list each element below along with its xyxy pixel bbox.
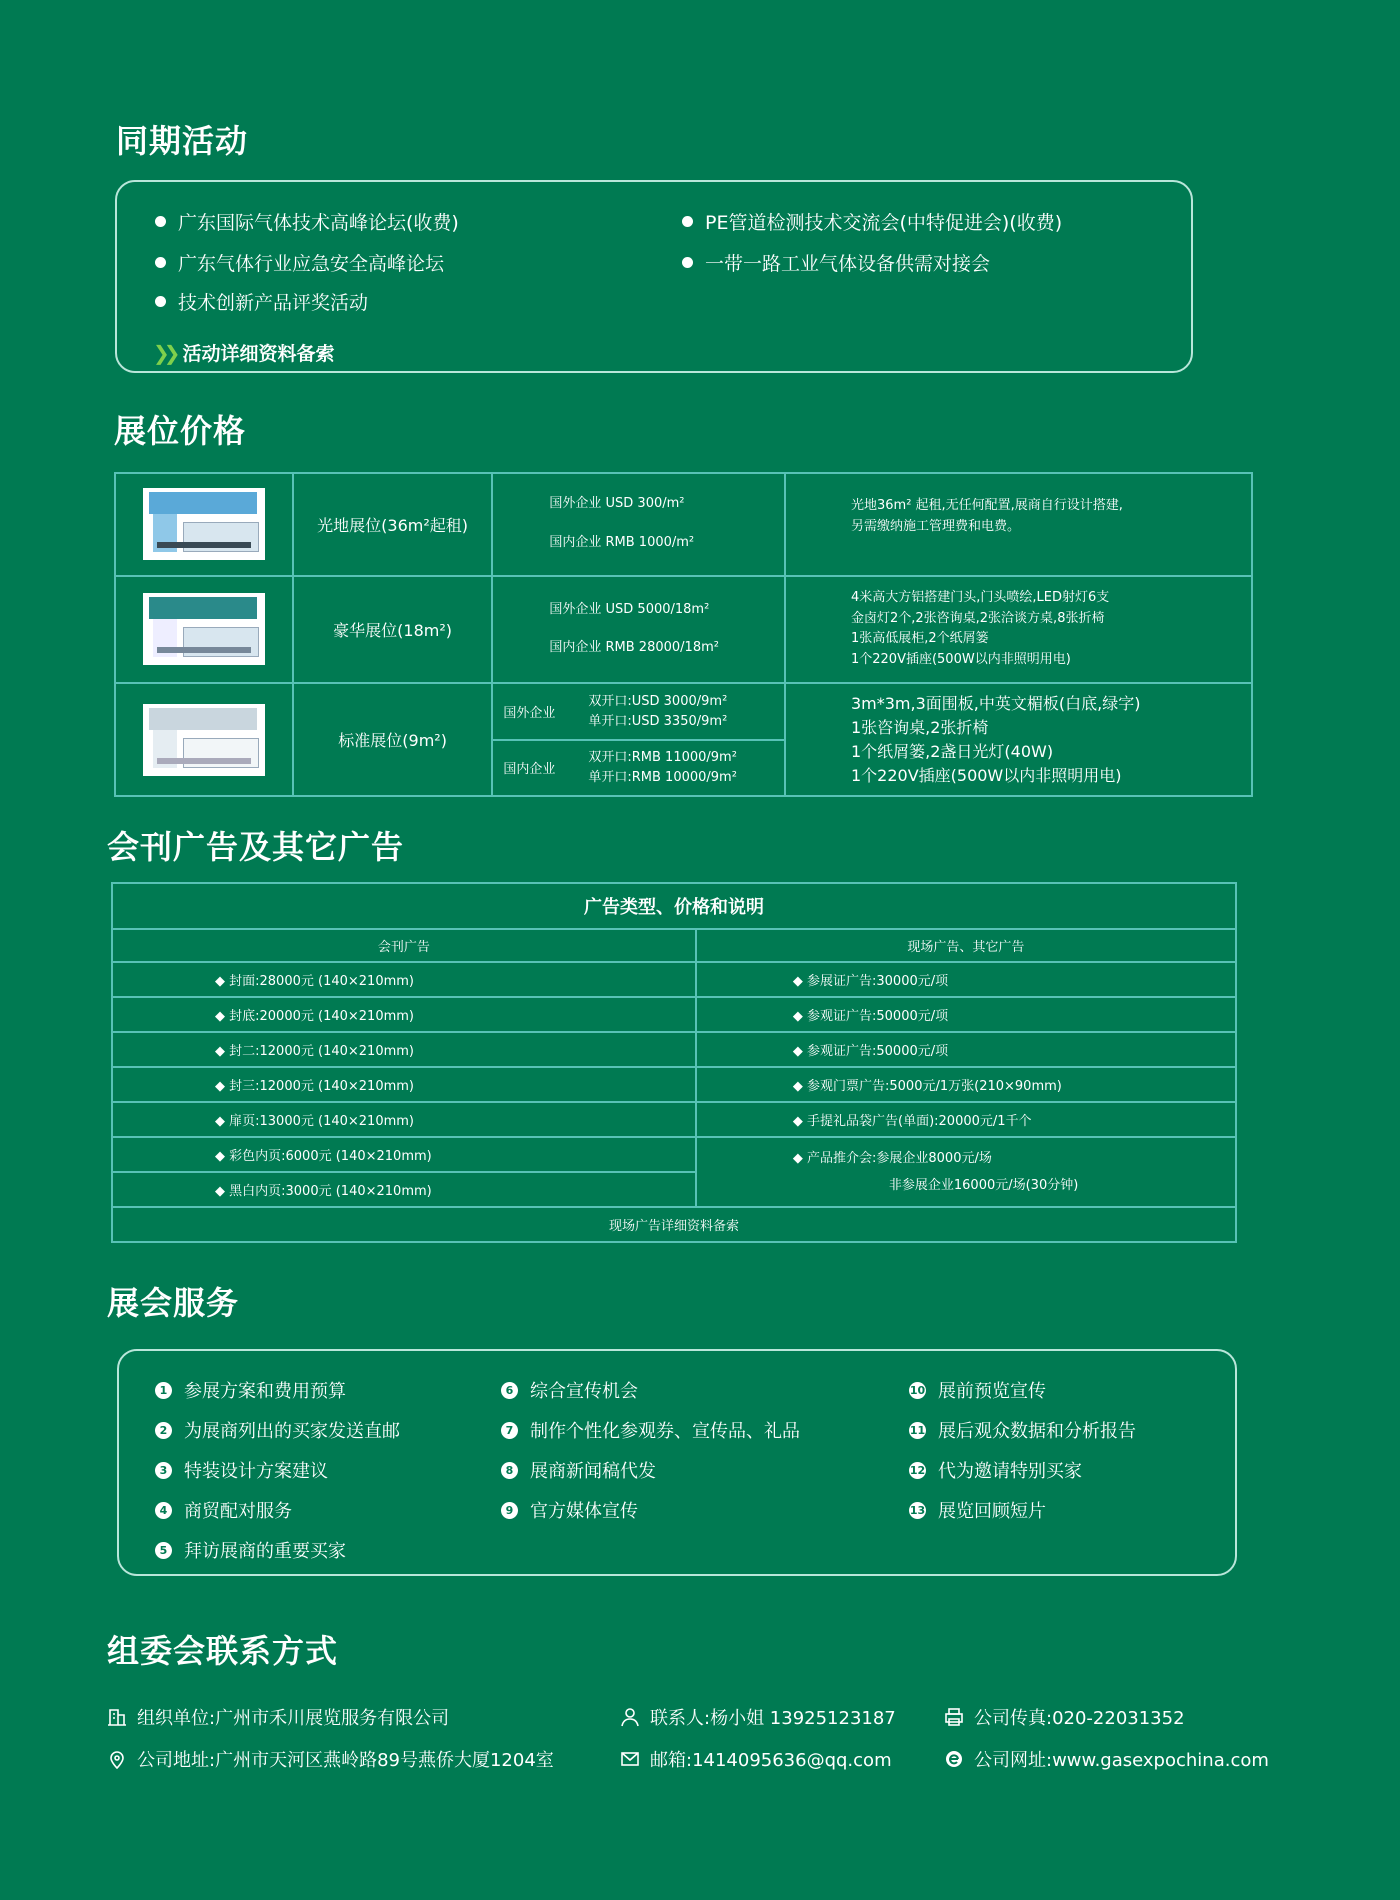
bullet-icon [155, 296, 166, 307]
service-item: 1 参展方案和费用预算 [155, 1377, 400, 1403]
number-badge-icon: 6 [501, 1382, 518, 1399]
booth-image [143, 488, 265, 560]
booth-desc-line: 3m*3m,3面围板,中英文楣板(白底,绿字) [850, 693, 1141, 713]
booth-title: 展位价格 [114, 412, 247, 450]
booth-image [143, 704, 265, 776]
ads-table-header: 广告类型、价格和说明 [112, 883, 1236, 929]
ads-table [111, 882, 1237, 1243]
booth-price: 双开口:USD 3000/9m² [588, 693, 728, 709]
booth-price: 单开口:USD 3350/9m² [588, 713, 728, 729]
ad-item: ◆ 封底:20000元 (140×210mm) [112, 997, 696, 1032]
service-item: 13 展览回顾短片 [909, 1501, 1046, 1522]
booth-price: 国内企业 RMB 1000/m² [549, 535, 695, 551]
booth-desc-line: 4米高大方铝搭建门头,门头喷绘,LED射灯6支 [850, 589, 1110, 605]
services-title: 展会服务 [107, 1284, 240, 1322]
booth-price: 国内企业 RMB 28000/18m² [549, 640, 719, 656]
table-row [112, 1032, 1236, 1067]
booth-desc-line: 1张高低展柜,2个纸屑篓 [850, 631, 989, 647]
contact-person: 联系人:杨小姐 13925123187 [620, 1704, 896, 1730]
ad-item: ◆ 彩色内页:6000元 (140×210mm) [112, 1137, 696, 1172]
booth-desc-line: 金卤灯2个,2张咨询桌,2张洽谈方桌,8张折椅 [850, 610, 1105, 626]
contact-website[interactable]: 公司网址:www.gasexpochina.com [944, 1746, 1269, 1772]
booth-name: 标准展位(9m²) [293, 683, 493, 796]
booth-desc-line: 1个220V插座(500W以内非照明用电) [850, 765, 1122, 785]
building-icon [107, 1707, 127, 1727]
ad-item: ◆ 封二:12000元 (140×210mm) [112, 1032, 696, 1067]
service-item: 10 展前预览宣传 [909, 1381, 1046, 1402]
ad-item: ◆ 参观门票广告:5000元/1万张(210×90mm) [696, 1067, 1236, 1102]
service-item: 9 官方媒体宣传 [501, 1497, 800, 1523]
booth-price: 国外企业 USD 300/m² [549, 496, 685, 512]
table-row [112, 1137, 1236, 1172]
mail-icon [620, 1749, 640, 1769]
ads-title: 会刊广告及其它广告 [107, 828, 405, 866]
booth-desc-line: 另需缴纳施工管理费和电费。 [850, 518, 1020, 534]
booth-price: 双开口:RMB 11000/9m² [588, 749, 737, 765]
ad-item: ◆ 手提礼品袋广告(单面):20000元/1千个 [696, 1102, 1236, 1137]
booth-desc-line: 1个纸屑篓,2盏日光灯(40W) [850, 741, 1054, 761]
printer-icon [944, 1707, 964, 1727]
booth-name: 光地展位(36m²起租) [293, 473, 493, 576]
person-icon [620, 1707, 640, 1727]
table-row [115, 473, 1252, 576]
services-column-2 [501, 1377, 800, 1523]
contact-address: 公司地址:广州市天河区燕岭路89号燕侨大厦1204室 [107, 1746, 554, 1772]
table-row [115, 683, 1252, 796]
location-pin-icon [107, 1749, 127, 1769]
booth-desc-line: 1个220V插座(500W以内非照明用电) [850, 652, 1071, 668]
ads-table-footer: 现场广告详细资料备索 [112, 1207, 1236, 1242]
ad-item: ◆ 参观证广告:50000元/项 [696, 997, 1236, 1032]
service-item: 6 综合宣传机会 [501, 1377, 800, 1403]
number-badge-icon: 11 [909, 1423, 926, 1437]
service-item: 7 制作个性化参观券、宣传品、礼品 [501, 1417, 800, 1443]
table-row [112, 929, 1236, 962]
browser-e-icon [944, 1749, 964, 1769]
service-item: 5 拜访展商的重要买家 [155, 1537, 400, 1563]
double-chevron-icon: ❯❯ [153, 340, 175, 365]
services-column-1 [155, 1377, 400, 1563]
number-badge-icon: 1 [155, 1382, 172, 1399]
booth-desc-line: 1张咨询桌,2张折椅 [850, 717, 989, 737]
events-title: 同期活动 [116, 122, 249, 160]
table-row [115, 576, 1252, 684]
number-badge-icon: 12 [909, 1463, 926, 1477]
booth-price: 国外企业 USD 5000/18m² [549, 601, 710, 617]
number-badge-icon: 13 [909, 1503, 926, 1517]
bullet-icon [155, 216, 166, 227]
domestic-label: 国内企业 [503, 762, 556, 778]
booth-desc-line: 光地36m² 起租,无任何配置,展商自行设计搭建, [850, 498, 1123, 513]
booth-name: 豪华展位(18m²) [293, 576, 493, 684]
table-row [112, 1207, 1236, 1242]
booth-price-table [114, 472, 1253, 797]
table-row [112, 997, 1236, 1032]
ad-item: ◆ 封面:28000元 (140×210mm) [112, 962, 696, 997]
number-badge-icon: 8 [501, 1462, 518, 1479]
event-item: 技术创新产品评奖活动 [155, 288, 368, 315]
ad-item: ◆ 黑白内页:3000元 (140×210mm) [112, 1172, 696, 1207]
booth-price: 单开口:RMB 10000/9m² [588, 769, 737, 785]
ad-item: ◆ 封三:12000元 (140×210mm) [112, 1067, 696, 1102]
services-column-3 [909, 1377, 1136, 1523]
service-item: 11 展后观众数据和分析报告 [909, 1421, 1136, 1442]
events-more-link[interactable]: ❯❯ 活动详细资料备索 [153, 340, 335, 365]
column-header: 会刊广告 [112, 929, 696, 962]
event-item: 广东气体行业应急安全高峰论坛 [155, 249, 444, 276]
number-badge-icon: 10 [909, 1383, 926, 1397]
ad-item [696, 1137, 1236, 1207]
table-row [112, 962, 1236, 997]
number-badge-icon: 4 [155, 1502, 172, 1519]
contact-title: 组委会联系方式 [107, 1632, 339, 1670]
ad-item: ◆ 扉页:13000元 (140×210mm) [112, 1102, 696, 1137]
number-badge-icon: 9 [501, 1502, 518, 1519]
foreign-label: 国外企业 [503, 706, 556, 722]
ad-item-line: ◆ 产品推介会:参展企业8000元/场 [792, 1150, 992, 1166]
column-header: 现场广告、其它广告 [696, 929, 1236, 962]
contact-organizer: 组织单位:广州市禾川展览服务有限公司 [107, 1704, 449, 1730]
table-row [112, 1102, 1236, 1137]
ad-item: ◆ 参观证广告:50000元/项 [696, 1032, 1236, 1067]
contact-fax: 公司传真:020-22031352 [944, 1704, 1185, 1730]
service-item: 8 展商新闻稿代发 [501, 1457, 800, 1483]
booth-image [143, 593, 265, 665]
service-item: 2 为展商列出的买家发送直邮 [155, 1417, 400, 1443]
ad-item: ◆ 参展证广告:30000元/项 [696, 962, 1236, 997]
bullet-icon [682, 257, 693, 268]
table-row [112, 883, 1236, 929]
table-row [112, 1067, 1236, 1102]
event-item: 广东国际气体技术高峰论坛(收费) [155, 208, 459, 235]
service-item: 3 特装设计方案建议 [155, 1457, 400, 1483]
service-item: 12 代为邀请特别买家 [909, 1461, 1082, 1482]
number-badge-icon: 7 [501, 1422, 518, 1439]
number-badge-icon: 3 [155, 1462, 172, 1479]
event-item: PE管道检测技术交流会(中特促进会)(收费) [682, 208, 1062, 235]
contact-email[interactable]: 邮箱:1414095636@qq.com [620, 1746, 892, 1772]
bullet-icon [155, 257, 166, 268]
number-badge-icon: 2 [155, 1422, 172, 1439]
number-badge-icon: 5 [155, 1542, 172, 1559]
ad-item-line: 非参展企业16000元/场(30分钟) [888, 1178, 1079, 1193]
bullet-icon [682, 216, 693, 227]
service-item: 4 商贸配对服务 [155, 1497, 400, 1523]
event-item: 一带一路工业气体设备供需对接会 [682, 249, 990, 276]
